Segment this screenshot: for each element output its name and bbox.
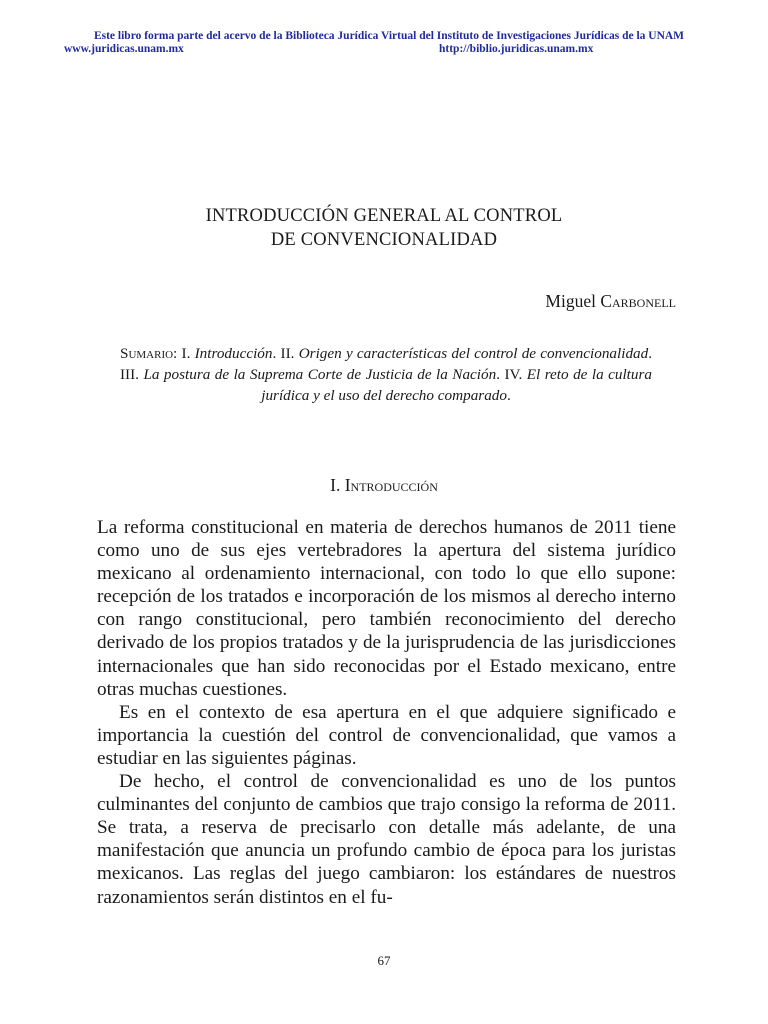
author-first-name: Miguel <box>545 291 596 311</box>
chapter-title-line2: DE CONVENCIONALIDAD <box>270 230 498 250</box>
summary-label: Sumario: <box>120 345 178 362</box>
banner-links <box>0 43 768 58</box>
summary-item-4-text: El reto de la cultura jurídica y el uso del derecho comparado <box>261 366 652 404</box>
chapter-author <box>545 291 676 312</box>
chapter-summary: Sumario: I. Introducción. II. Origen y características del control de convencionalidad. III. La postura de la Suprema Corte de Justicia de la Nación. IV. El reto de la cultura jurídica y el uso del derecho comparado. <box>120 345 653 404</box>
author-last-name: Carbonell <box>600 291 676 311</box>
link-biblio[interactable]: http://biblio.juridicas.unam.mx <box>439 43 594 55</box>
paragraph-3: De hecho, el control de convencionalidad es uno de los puntos culminantes del conjunto de cambios que trajo consigo la reforma de 2011. Se trata, a reserva de precisarlo con detalle más adelante, de una manifestación que anuncia un profundo cambio de época para los juristas mexicanos. Las reglas del juego cambiaron: los estándares de nuestros razonamientos serán distintos en el fu- <box>97 771 676 908</box>
summary-item-2-num: II. <box>280 345 295 362</box>
summary-item-1-num: I. <box>181 345 191 362</box>
link-juridicas[interactable]: www.juridicas.unam.mx <box>64 43 184 55</box>
library-banner <box>0 30 768 58</box>
section-heading <box>0 475 768 496</box>
body-text <box>97 516 676 909</box>
page-number: 67 <box>377 953 391 968</box>
summary-item-3-num: III. <box>120 366 139 383</box>
summary-item-1-text: Introducción <box>194 345 273 362</box>
summary-item-3-text: La postura de la Suprema Corte de Justicia de la Nación <box>143 366 497 383</box>
summary-item-2-text: Origen y características del control de convencionalidad <box>298 345 649 362</box>
banner-notice: Este libro forma parte del acervo de la Biblioteca Jurídica Virtual del Instituto de Investigaciones Jurídicas de la UNAM <box>93 30 685 42</box>
paragraph-2: Es en el contexto de esa apertura en el que adquiere significado e importancia la cuestión del control de convencionalidad, que vamos a estudiar en las siguientes páginas. <box>97 701 676 769</box>
section-number: I. <box>330 475 341 495</box>
chapter-title-line1: INTRODUCCIÓN GENERAL AL CONTROL <box>205 206 563 226</box>
paragraph-1: La reforma constitucional en materia de derechos humanos de 2011 tiene como uno de sus ejes vertebradores la apertura del sistema jurídico mexicano al ordenamiento internacional, con todo lo que ello supone: recepción de los tratados e incorporación de los mismos al derecho interno con rango constitucional, pero también reconocimiento del derecho derivado de los propios tratados y de la jurisprudencia de las jurisdicciones internacionales que han sido reconocidas por el Estado mexicano, entre otras muchas cuestiones. <box>97 517 676 700</box>
summary-item-4-num: IV. <box>504 366 523 383</box>
chapter-title <box>0 204 768 252</box>
section-title: Introducción <box>344 475 438 495</box>
